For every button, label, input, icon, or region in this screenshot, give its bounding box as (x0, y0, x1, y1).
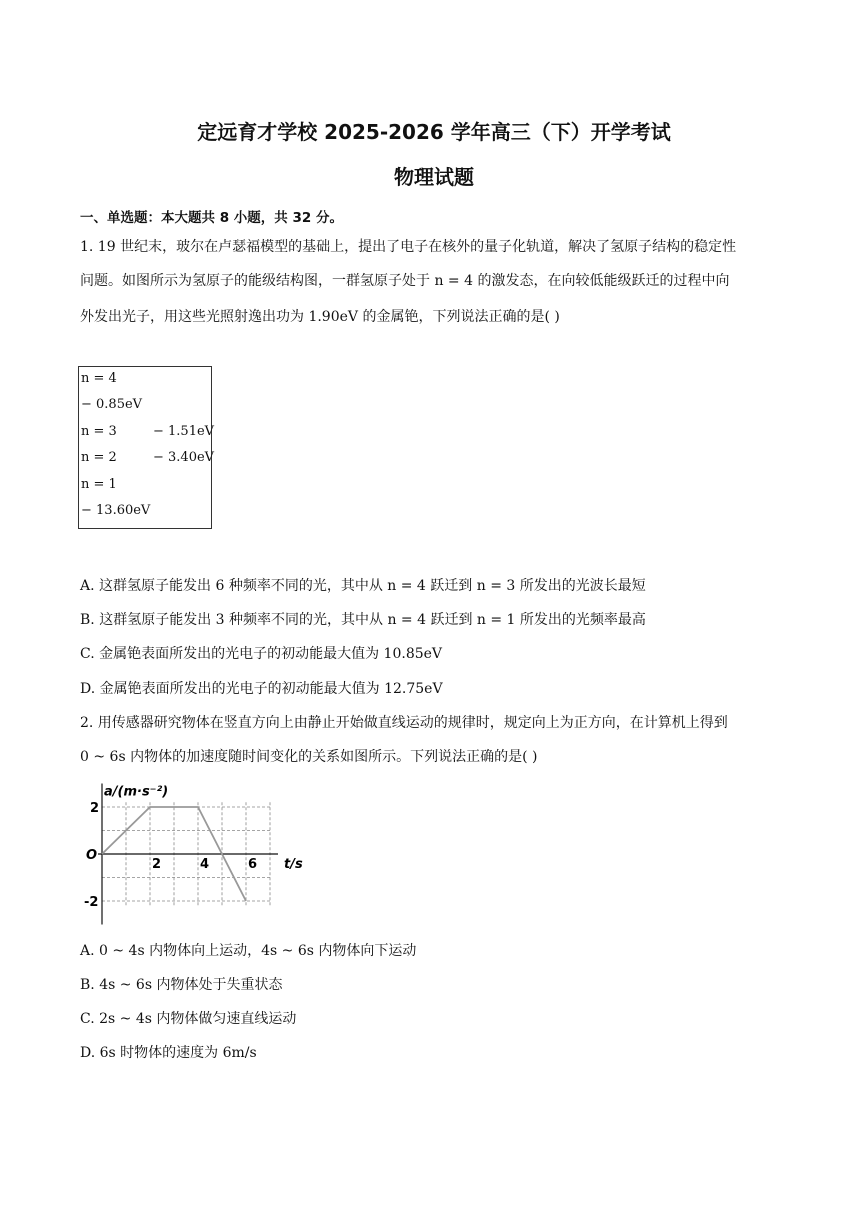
q2-option-c[interactable]: C. 2s ~ 4s 内物体做匀速直线运动 (80, 1011, 297, 1027)
level-label-n4: n = 4 (81, 371, 117, 386)
level-energy-n3: − 1.51eV (153, 424, 215, 439)
x-tick-label: 6 (248, 857, 258, 872)
q1-option-d[interactable]: D. 金属铯表面所发出的光电子的初动能最大值为 12.75eV (80, 681, 443, 697)
level-energy-n1: − 13.60eV (81, 503, 151, 518)
level-energy-n2: − 3.40eV (153, 450, 215, 465)
q1-option-a[interactable]: A. 这群氢原子能发出 6 种频率不同的光，其中从 n = 4 跃迁到 n = 3 所发出的光波长最短 (80, 578, 646, 594)
q2-text-line1: 2. 用传感器研究物体在竖直方向上由静止开始做直线运动的规律时，规定向上为正方向，在计算机上得到 (80, 715, 728, 731)
exam-subtitle: 物理试题 (394, 165, 474, 189)
y-axis-label: a/(m·s⁻²) (104, 784, 169, 800)
level-energy-n4: − 0.85eV (81, 397, 143, 412)
y-tick-label: -2 (84, 895, 99, 910)
level-label-n1: n = 1 (81, 477, 117, 492)
q1-option-b[interactable]: B. 这群氢原子能发出 3 种频率不同的光，其中从 n = 4 跃迁到 n = 1 所发出的光频率最高 (80, 612, 646, 628)
x-tick-label: 4 (200, 857, 210, 872)
chart-axes (98, 784, 278, 925)
level-row-n3 (81, 424, 215, 439)
level-label-n2: n = 2 (81, 450, 117, 465)
acceleration-time-chart (80, 770, 320, 930)
q1-text-line1: 1. 19 世纪末，玻尔在卢瑟福模型的基础上，提出了电子在核外的量子化轨道，解决了氢原子结构的稳定性 (80, 239, 737, 255)
origin-label: O (86, 848, 98, 863)
q2-text-line2: 0 ~ 6s 内物体的加速度随时间变化的关系如图所示。下列说法正确的是( ) (80, 749, 538, 765)
level-label-n3: n = 3 (81, 424, 117, 439)
y-tick-label: 2 (90, 801, 100, 816)
q2-option-b[interactable]: B. 4s ~ 6s 内物体处于失重状态 (80, 977, 283, 993)
q1-option-c[interactable]: C. 金属铯表面所发出的光电子的初动能最大值为 10.85eV (80, 646, 443, 662)
q1-text-line2: 问题。如图所示为氢原子的能级结构图，一群氢原子处于 n = 4 的激发态，在向较低能级跃迁的过程中向 (80, 273, 730, 289)
energy-level-figure (78, 366, 215, 529)
exam-title: 定远育才学校 2025-2026 学年高三（下）开学考试 (197, 120, 671, 144)
q1-text-line3: 外发出光子，用这些光照射逸出功为 1.90eV 的金属铯，下列说法正确的是( ) (80, 309, 560, 325)
level-row-n2 (81, 450, 215, 465)
section-heading: 一、单选题：本大题共 8 小题，共 32 分。 (80, 210, 343, 226)
x-tick-label: 2 (152, 857, 162, 872)
x-axis-label: t/s (284, 857, 303, 872)
q2-option-d[interactable]: D. 6s 时物体的速度为 6m/s (80, 1045, 257, 1061)
q2-option-a[interactable]: A. 0 ~ 4s 内物体向上运动，4s ~ 6s 内物体向下运动 (80, 943, 417, 959)
